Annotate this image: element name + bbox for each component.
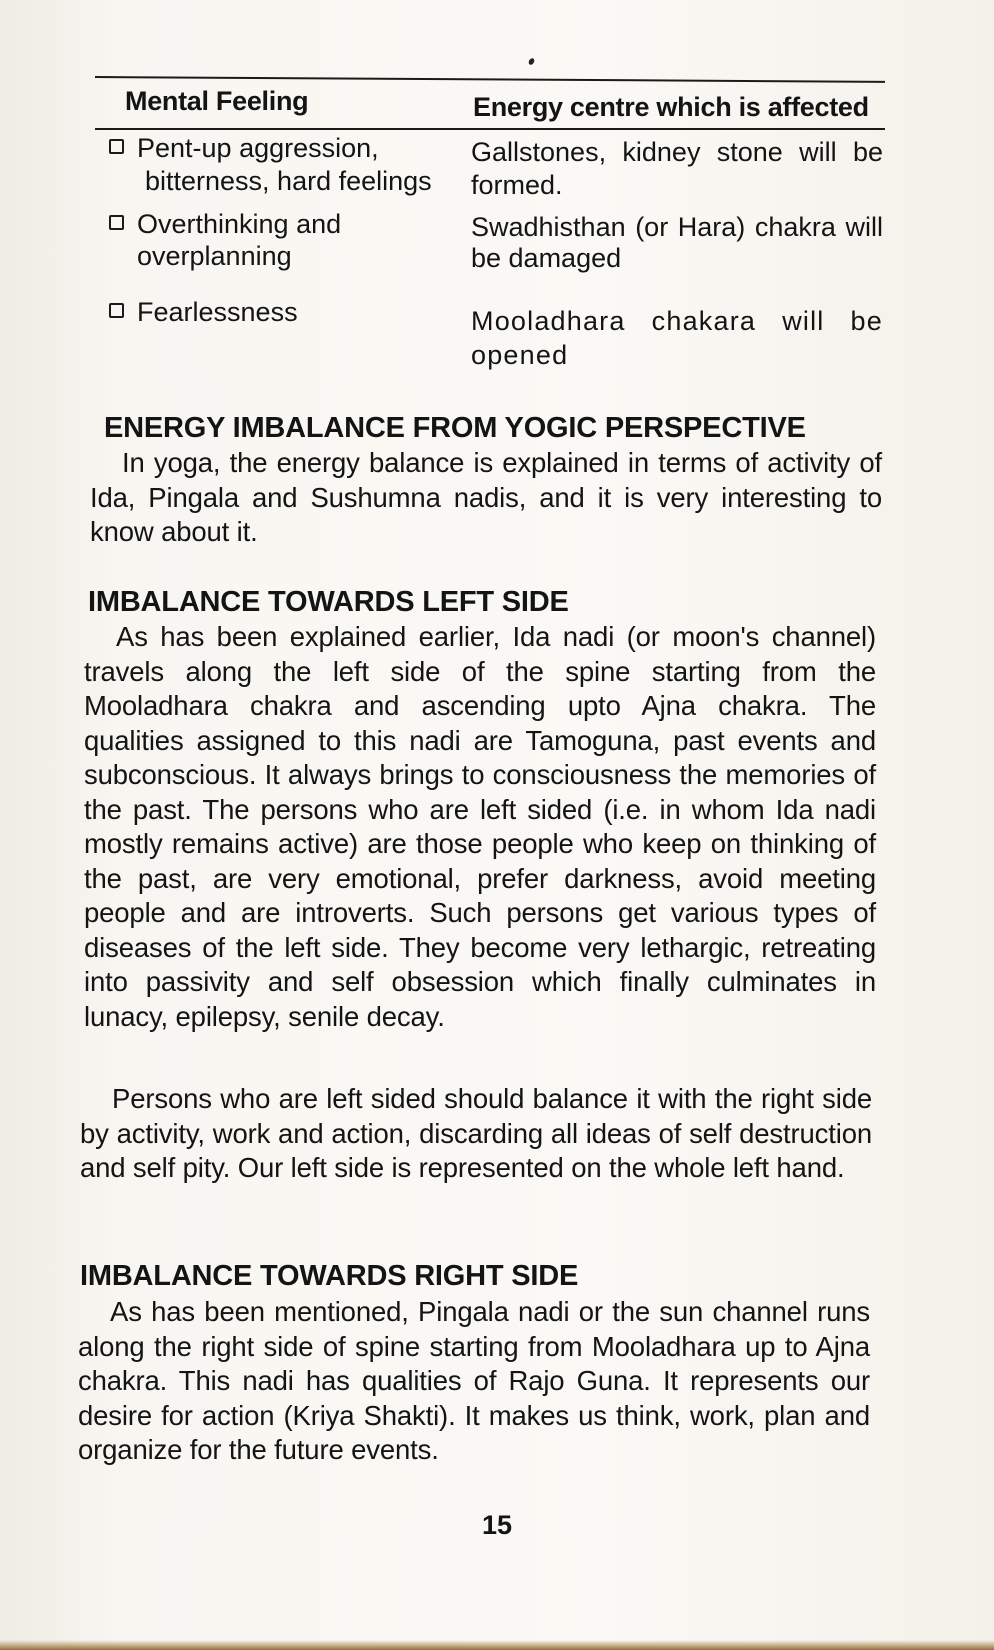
page-edge xyxy=(0,1640,994,1650)
checkbox-icon xyxy=(109,215,124,230)
section-heading: IMBALANCE TOWARDS LEFT SIDE xyxy=(88,586,569,618)
table-header-energy-centre: Energy centre which is affected xyxy=(473,92,869,122)
paragraph: As has been explained earlier, Ida nadi (or moon's channel) travels along the left side of the spine starting from the Mooladhara chakra and ascending upto Ajna chakra. The qualities assigned to this nadi are Tamoguna, past events and subconscious. It always brings to consciousness the memories of the past. The persons who are left sided (i.e. in whom Ida nadi mostly remains active) are those people who keep on thinking of the past, are very emotional, prefer darkness, avoid meeting people and are introverts. Such persons get various types of diseases of the left side. They become very lethargic, retreating into passivity and self obsession which finally culminates in lunacy, epilepsy, senile decay. xyxy=(84,621,876,1032)
table-header-rule xyxy=(95,128,885,130)
table-top-rule xyxy=(95,76,885,83)
paragraph: Persons who are left sided should balance it with the right side by activity, work and action, discarding all ideas of self destruction and self pity. Our left side is represented on the whole left hand. xyxy=(80,1083,872,1183)
feeling-line-1: Pent-up aggression, xyxy=(137,133,379,163)
feeling-line-1: Overthinking and xyxy=(137,209,342,239)
section-heading: IMBALANCE TOWARDS RIGHT SIDE xyxy=(80,1260,579,1292)
feeling-cell xyxy=(137,208,457,271)
table-header-mental-feeling: Mental Feeling xyxy=(125,86,309,116)
feeling-line-2: overplanning xyxy=(137,241,292,271)
feeling-cell xyxy=(137,296,457,329)
page-number: 15 xyxy=(481,1510,513,1540)
feeling-line-1: Fearlessness xyxy=(137,297,298,327)
effect-cell: Swadhisthan (or Hara) chakra will be damaged xyxy=(471,212,883,273)
paragraph: In yoga, the energy balance is explained in terms of activity of Ida, Pingala and Sushumna nadis, and it is very interesting to know about it. xyxy=(90,447,882,547)
checkbox-icon xyxy=(109,139,124,154)
section-heading: ENERGY IMBALANCE FROM YOGIC PERSPECTIVE xyxy=(104,412,806,444)
effect-cell: Gallstones, kidney stone will be formed. xyxy=(471,137,883,200)
feeling-line-2: bitterness, hard feelings xyxy=(145,166,432,196)
checkbox-icon xyxy=(109,303,124,318)
ink-speck xyxy=(528,57,536,66)
effect-cell: Mooladhara chakara will be opened xyxy=(471,306,883,370)
paragraph: As has been mentioned, Pingala nadi or the sun channel runs along the right side of spine starting from Mooladhara up to Ajna chakra. This nadi has qualities of Rajo Guna. It represents our desire for action (Kriya Shakti). It makes us think, work, plan and organize for the future events. xyxy=(78,1296,870,1465)
feeling-cell xyxy=(137,132,457,198)
